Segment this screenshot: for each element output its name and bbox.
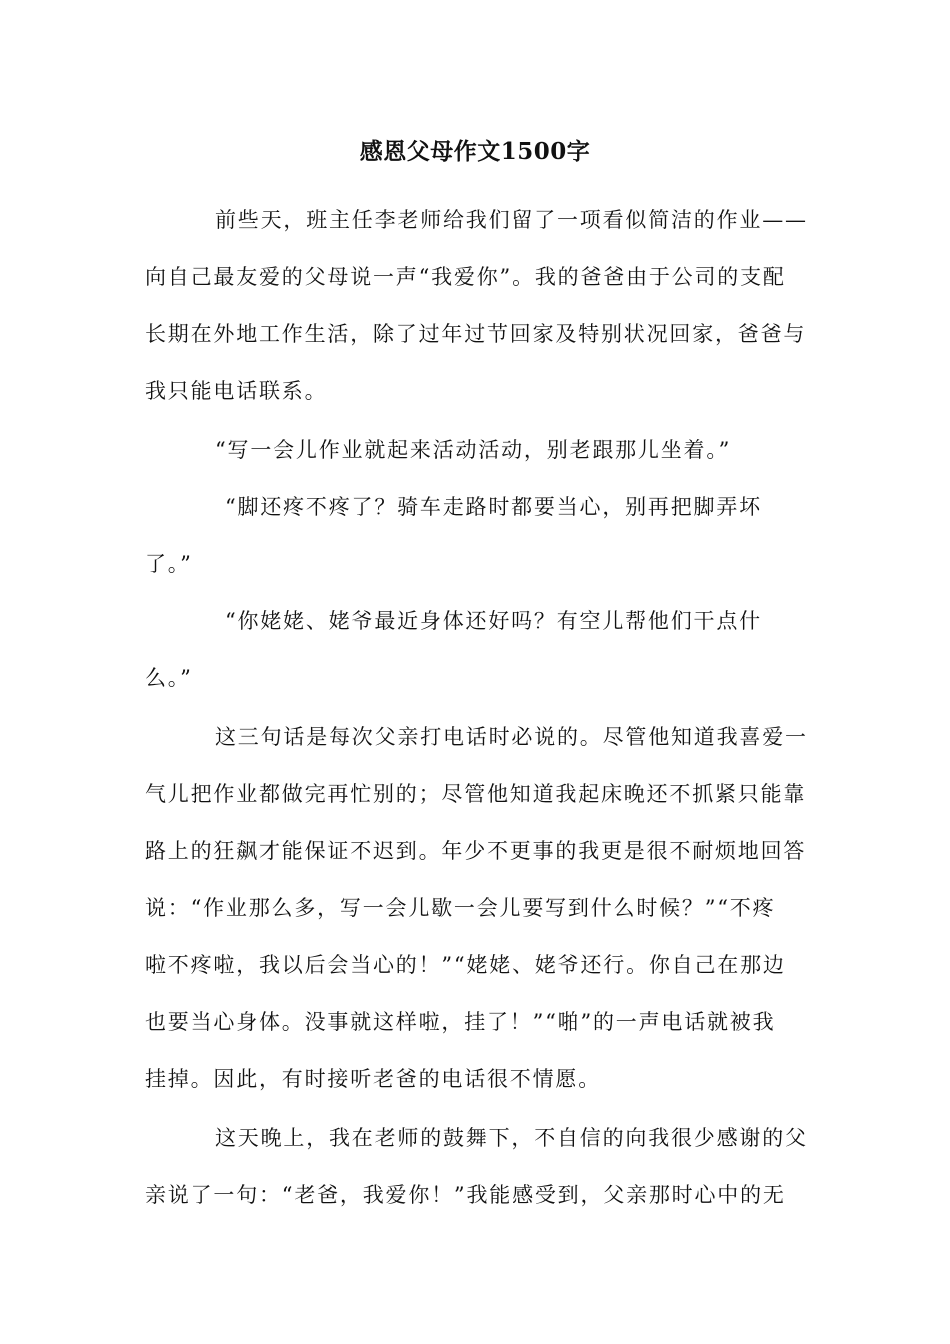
text-line-7: 了。” — [145, 552, 193, 576]
text-line-15: 也要当心身体。没事就这样啦，挂了！”“啪”的一声电话就被我 — [145, 1010, 776, 1034]
document-title: 感恩父母作文1500字 — [359, 138, 591, 165]
text-line-11: 气儿把作业都做完再忙别的；尽管他知道我起床晚还不抓紧只能靠 — [145, 782, 807, 806]
text-line-14: 啦不疼啦，我以后会当心的！”“姥姥、姥爷还行。你自己在那边 — [145, 953, 786, 977]
text-line-6: “脚还疼不疼了？骑车走路时都要当心，别再把脚弄坏 — [225, 495, 762, 519]
text-line-1: 前些天，班主任李老师给我们留了一项看似简洁的作业—— — [215, 208, 808, 232]
text-line-10: 这三句话是每次父亲打电话时必说的。尽管他知道我喜爱一 — [215, 725, 808, 749]
text-line-9: 么。” — [145, 666, 193, 690]
text-line-17: 这天晚上，我在老师的鼓舞下，不自信的向我很少感谢的父 — [215, 1126, 808, 1150]
text-line-2: 向自己最友爱的父母说一声“我爱你”。我的爸爸由于公司的支配 — [145, 265, 786, 289]
text-line-18: 亲说了一句：“老爸，我爱你！”我能感受到，父亲那时心中的无 — [145, 1183, 786, 1207]
text-line-4: 我只能电话联系。 — [145, 379, 328, 403]
text-line-12: 路上的狂飙才能保证不迟到。年少不更事的我更是很不耐烦地回答 — [145, 839, 807, 863]
text-line-13: 说：“作业那么多，写一会儿歇一会儿要写到什么时候？”“不疼 — [145, 896, 776, 920]
text-line-5: “写一会儿作业就起来活动活动，别老跟那儿坐着。” — [215, 438, 732, 462]
text-line-16: 挂掉。因此，有时接听老爸的电话很不情愿。 — [145, 1067, 601, 1091]
text-line-8: “你姥姥、姥爷最近身体还好吗？有空儿帮他们干点什 — [225, 609, 762, 633]
text-line-3: 长期在外地工作生活，除了过年过节回家及特别状况回家，爸爸与 — [145, 322, 807, 346]
